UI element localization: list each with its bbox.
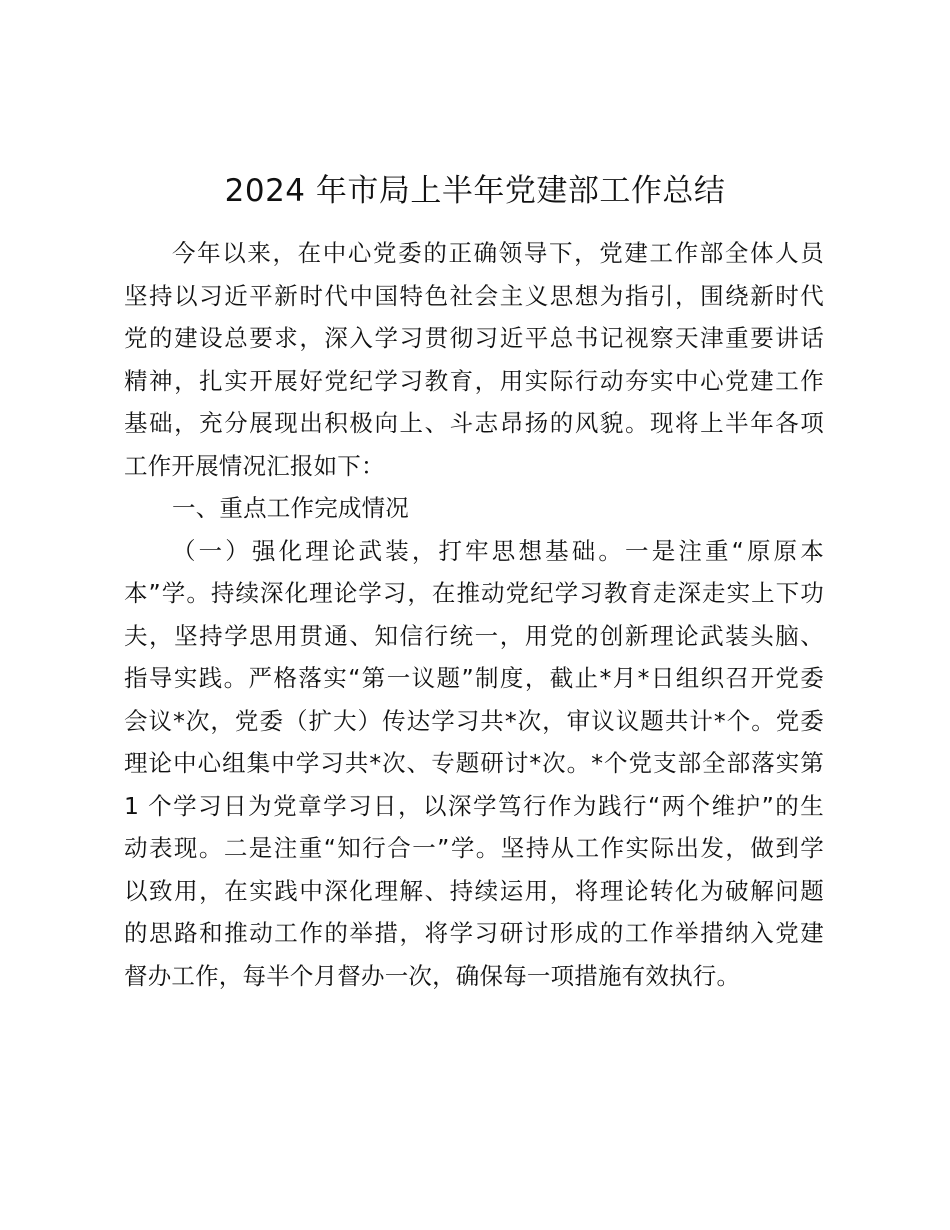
document-body [124,232,824,997]
paragraph-line: 指导实践。严格落实“第一议题”制度，截止*月*日组织召开党委 [124,664,824,692]
paragraph-line: 的思路和推动工作的举措，将学习研讨形成的工作举措纳入党建 [124,919,824,947]
paragraph-line: 会议*次，党委（扩大）传达学习共*次，审议议题共计*个。党委 [124,706,824,735]
paragraph-line: 1 个学习日为党章学习日，以深学笃行作为践行“两个维护”的生 [124,791,824,820]
paragraph-line: 坚持以习近平新时代中国特色社会主义思想为指引，围绕新时代 [124,281,824,310]
paragraph-line: 党的建设总要求，深入学习贯彻习近平总书记视察天津重要讲话 [124,324,824,352]
paragraph-line: 本”学。持续深化理论学习，在推动党纪学习教育走深走实上下功 [124,579,824,607]
paragraph-line: 动表现。二是注重“知行合一”学。坚持从工作实际出发，做到学 [124,834,824,862]
paragraph-line: 工作开展情况汇报如下： [124,451,385,480]
paragraph-line: 以致用，在实践中深化理解、持续运用，将理论转化为破解问题 [124,876,824,905]
paragraph-line: 理论中心组集中学习共*次、专题研讨*次。*个党支部全部落实第 [124,749,824,777]
section-heading: 一、重点工作完成情况 [172,494,409,522]
paragraph-line: （一）强化理论武装，打牢思想基础。一是注重“原原本 [172,536,824,565]
paragraph-line: 精神，扎实开展好党纪学习教育，用实际行动夯实中心党建工作 [124,366,824,395]
paragraph-line: 今年以来，在中心党委的正确领导下，党建工作部全体人员 [172,239,824,267]
paragraph-line: 基础，充分展现出积极向上、斗志昂扬的风貌。现将上半年各项 [124,409,824,437]
document-title: 2024 年市局上半年党建部工作总结 [224,173,726,209]
paragraph-line: 督办工作，每半个月督办一次，确保每一项措施有效执行。 [124,961,741,990]
paragraph-line: 夫，坚持学思用贯通、知信行统一，用党的创新理论武装头脑、 [124,621,824,650]
